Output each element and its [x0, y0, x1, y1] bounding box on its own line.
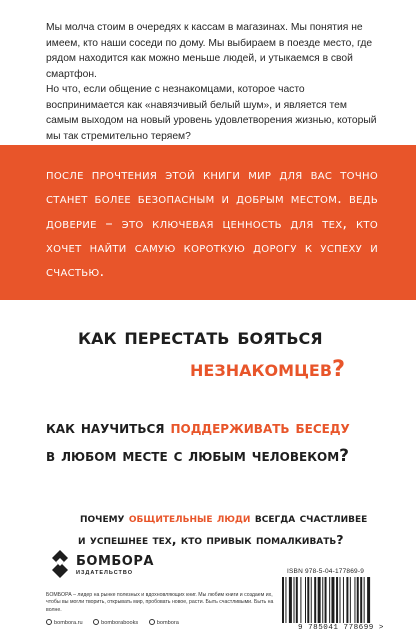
headline-1-line-1: как перестать бояться [78, 324, 323, 350]
headline-3-accent: общительные люди [128, 510, 251, 525]
intro-paragraph-1: Мы молча стоим в очередях к кассам в магазинах. Мы понятия не имеем, кто наши соседи по дому. Мы выбираем в поезде место, где рядом находится как можно меньше людей, и утыкаемся в свой смартфон. [46, 22, 373, 80]
social-vk-label: bomborabooks [101, 620, 139, 626]
instagram-icon [149, 619, 155, 625]
publisher-socials [46, 619, 188, 626]
publisher-logo [50, 548, 154, 584]
bombora-logo-icon [50, 550, 70, 580]
isbn-label: ISBN 978-5-04-177869-9 [287, 568, 365, 575]
barcode-number: 9 785041 778699 > [298, 624, 384, 632]
headline-2-accent: поддерживать беседу [170, 418, 350, 438]
headline-3-line-1-text: почему [80, 510, 129, 525]
social-item-vk[interactable] [93, 620, 138, 626]
intro-text [46, 20, 381, 144]
social-site-label: bombora.ru [54, 620, 83, 626]
headline-3-line-1 [80, 510, 367, 525]
headline-2-line-2: в любом месте с любым человеком? [46, 446, 350, 466]
headline-3-line-1-end: всегда счастливее [250, 510, 368, 525]
barcode-icon [282, 577, 398, 623]
intro-paragraph-2: Но что, если общение с незнакомцами, которое часто воспринимается как «навязчивый белый шум», и является тем самым выходом на новый уровень удовлетворения жизнью, который мы так стремительно теряем? [46, 84, 377, 142]
headline-1-line-2: незнакомцев? [190, 356, 346, 382]
headline-2-line-1-text: как научиться [46, 418, 171, 438]
callout-text: после прочтения этой книги мир для вас точно станет более безопасным и добрым местом. ведь доверие – это ключевая ценность для тех, кто хочет найти самую короткую дорогу к успеху и счастью. [46, 166, 378, 281]
headline-3-line-2: и успешнее тех, кто привык помалкивать? [78, 532, 344, 547]
vk-icon [93, 619, 99, 625]
headline-2-line-1 [46, 418, 350, 438]
publisher-subtitle: ИЗДАТЕЛЬСТВО [76, 570, 134, 576]
social-item-site[interactable] [46, 620, 83, 626]
publisher-name: БОМБОРА [76, 554, 154, 569]
publisher-tagline: БОМБОРА – лидер на рынке полезных и вдохновляющих книг. Мы любим книги и создаем их, чтобы вы могли творить, открывать мир, пробовать новое, расти. Быть счастливыми. Быть на волне. [46, 592, 274, 613]
globe-icon [46, 619, 52, 625]
social-item-instagram[interactable] [149, 620, 179, 626]
social-instagram-label: bombora [156, 620, 179, 626]
